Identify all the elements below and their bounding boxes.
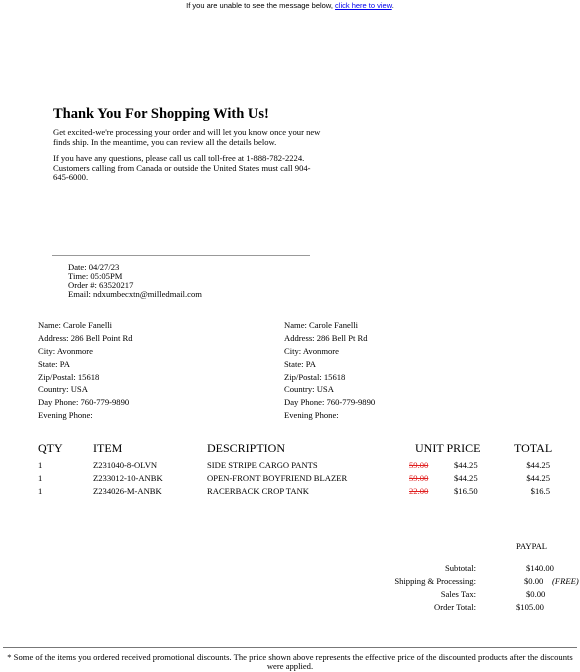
billing-address	[38, 321, 133, 424]
order-date: Date: 04/27/23	[68, 262, 120, 272]
row-description: OPEN-FRONT BOYFRIEND BLAZER	[207, 473, 348, 483]
row-unit-price: $16.50	[454, 486, 478, 496]
shipping-state: State: PA	[284, 358, 316, 369]
header-item: ITEM	[93, 441, 123, 455]
row-unit-price: $44.25	[454, 473, 478, 483]
order-total-label: Order Total:	[434, 602, 476, 612]
preheader-suffix: .	[391, 1, 394, 10]
footer-divider	[3, 647, 577, 648]
tax-label: Sales Tax:	[440, 589, 476, 599]
shipping-country: Country: USA	[284, 384, 334, 395]
row-total: $16.5	[530, 486, 550, 496]
shipping-value: $0.00	[524, 576, 544, 586]
header-description: DESCRIPTION	[207, 441, 286, 455]
shipping-zip: Zip/Postal: 15618	[284, 371, 346, 382]
shipping-evening-phone: Evening Phone:	[284, 410, 339, 421]
row-original-price: 59.00	[409, 460, 429, 470]
row-item: Z233012-10-ANBK	[93, 473, 163, 483]
billing-evening-phone: Evening Phone:	[38, 410, 93, 421]
contact-paragraph: If you have any questions, please call us call toll-free at 1-888-782-2224. Customers calling from Canada or outside the United States must call 904-645-6000.	[53, 153, 311, 183]
page-title: Thank You For Shopping With Us!	[53, 106, 269, 122]
header-total: TOTAL	[514, 441, 553, 455]
order-time: Time: 05:05PM	[68, 271, 123, 281]
order-email: Email: ndxumbecxtn@milledmail.com	[68, 289, 202, 299]
row-qty: 1	[38, 486, 43, 496]
discount-footnote: * Some of the items you ordered received promotional discounts. The price shown above represents the effective price of the discounted products after the discounts were applied.	[7, 652, 573, 672]
billing-street: Address: 286 Bell Point Rd	[38, 332, 133, 343]
row-total: $44.25	[526, 473, 550, 483]
row-description: RACERBACK CROP TANK	[207, 486, 309, 496]
row-qty: 1	[38, 473, 43, 483]
order-total-value: $105.00	[516, 602, 544, 612]
preheader-text: If you are unable to see the message below,	[186, 1, 336, 10]
view-online-link[interactable]: click here to view	[335, 1, 392, 10]
divider	[52, 255, 310, 256]
subtotal-label: Subtotal:	[444, 563, 476, 573]
order-number: Order #: 63520217	[68, 280, 134, 290]
row-qty: 1	[38, 460, 43, 470]
row-item: Z231040-8-OLVN	[93, 460, 158, 470]
shipping-city: City: Avonmore	[284, 345, 339, 356]
row-description: SIDE STRIPE CARGO PANTS	[207, 460, 318, 470]
row-original-price: 22.00	[409, 486, 429, 496]
billing-zip: Zip/Postal: 15618	[38, 371, 100, 382]
billing-city: City: Avonmore	[38, 345, 93, 356]
shipping-address	[284, 321, 375, 424]
header-unit-price: UNIT PRICE	[415, 441, 481, 455]
billing-name: Name: Carole Fanelli	[38, 320, 112, 330]
billing-state: State: PA	[38, 358, 70, 369]
header-qty: QTY	[38, 441, 63, 455]
intro-paragraph: Get excited-we're processing your order and will let you know once your new finds ship. In the meantime, you can review all the details below.	[53, 127, 321, 147]
row-item: Z234026-M-ANBK	[93, 486, 162, 496]
shipping-day-phone: Day Phone: 760-779-9890	[284, 397, 376, 408]
billing-country: Country: USA	[38, 384, 88, 395]
preheader	[0, 1, 580, 10]
tax-value: $0.00	[526, 589, 546, 599]
row-unit-price: $44.25	[454, 460, 478, 470]
billing-day-phone: Day Phone: 760-779-9890	[38, 397, 130, 408]
subtotal-value: $140.00	[526, 563, 554, 573]
row-original-price: 59.00	[409, 473, 429, 483]
row-total: $44.25	[526, 460, 550, 470]
shipping-label: Shipping & Processing:	[394, 576, 476, 586]
shipping-street: Address: 286 Bell Pt Rd	[284, 332, 368, 343]
payment-method: PAYPAL	[516, 541, 548, 551]
shipping-note: (FREE)	[552, 576, 579, 586]
shipping-name: Name: Carole Fanelli	[284, 320, 358, 330]
